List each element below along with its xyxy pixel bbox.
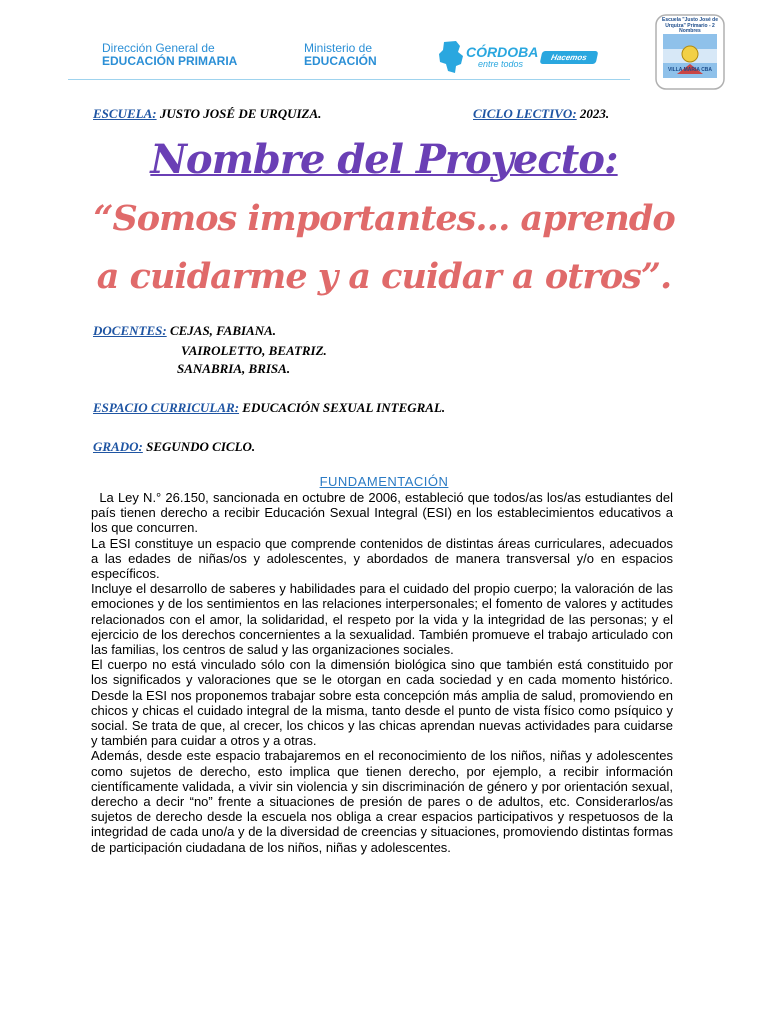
body-paragraph: La ESI constituye un espacio que comprende contenidos de distintas áreas curriculares, adecuados a las edades de niñas/os y adolescentes, y abordados de manera transversal y/o en espacios específicos. [91, 535, 673, 582]
grado-label: GRADO: [93, 439, 143, 454]
ciclo-row [473, 106, 609, 122]
logo-cordoba-word: CÓRDOBA [466, 44, 539, 60]
docentes-label: DOCENTES: [93, 323, 167, 338]
logo-hacemos-badge: Hacemos [540, 51, 599, 64]
body-paragraph: Incluye el desarrollo de saberes y habilidades para el cuidado del propio cuerpo; la valoración de las emociones y de los sentimientos en las relaciones interpersonales; el fomento de valores y actitudes relacionados con el amor, la solidaridad, el respeto por la vida y la integridad de las personas; y el ejercicio de los derechos concernientes a la sexualidad. También promueve el trabajo articulado con las familias, los centros de salud y las organizaciones sociales. [91, 581, 673, 658]
docente-name: CEJAS, FABIANA. [169, 323, 277, 338]
escuela-row [93, 106, 321, 122]
logo-dgep-line2: EDUCACIÓN PRIMARIA [102, 53, 238, 68]
logo-cordoba-sub: entre todos [478, 59, 524, 69]
docente-name: VAIROLETTO, BEATRIZ. [181, 343, 327, 358]
shield-top-text: Escuela "Justo José de Urquiza" Primario - 2 Nombres [661, 17, 718, 34]
escuela-label: ESCUELA: [93, 106, 157, 121]
body-paragraph: El cuerpo no está vinculado sólo con la dimensión biológica sino que también está constituido por los significados y valoraciones que se le otorgan en cada sociedad y en cada momento histórico. Desde la ESI nos proponemos trabajar sobre esta concepción más amplia de salud, promoviendo en chicos y chicas el cuidado integral de la misma, tanto desde el punto de vista físico como psíquico y social. Se trata de que, al crecer, los chicos y las chicas aprendan nuevas actividades para cuidarse y también para cuidar a otros y a otras. [91, 657, 673, 749]
docente-row [177, 361, 290, 377]
docentes-row [93, 323, 276, 339]
letterhead [0, 0, 768, 90]
grado-row [93, 439, 255, 455]
logo-ministerio-line1: Ministerio de [304, 41, 373, 55]
body-paragraph: La Ley N.° 26.150, sancionada en octubre de 2006, estableció que todos/as los/as estudiantes del país tienen derecho a recibir Educación Sexual Integral (ESI) en los establecimientos educativos a los que concurren. [91, 490, 677, 536]
logo-ministerio [304, 42, 377, 67]
docente-name: SANABRIA, BRISA. [177, 361, 291, 376]
project-subtitle: “Somos importantes… aprendo a cuidarme y a cuidar a otros”. [93, 198, 675, 297]
docente-row [181, 343, 327, 359]
shield-bottom-text: VILLA MARIA CBA [667, 67, 713, 73]
espacio-curricular-row [93, 400, 445, 416]
project-title [0, 136, 768, 183]
espacio-value: EDUCACIÓN SEXUAL INTEGRAL. [242, 400, 446, 415]
logo-dgep-line1: Dirección General de [102, 41, 215, 55]
espacio-label: ESPACIO CURRICULAR: [93, 400, 240, 415]
logo-ministerio-line2: EDUCACIÓN [304, 53, 377, 68]
header-divider [68, 79, 630, 80]
logo-direccion-general [102, 42, 237, 67]
fundamentacion-body [91, 490, 677, 855]
ciclo-value: 2023. [579, 106, 610, 121]
project-title-text: Nombre del Proyecto: [150, 136, 618, 183]
fundamentacion-heading: FUNDAMENTACIÓN [319, 474, 449, 489]
ciclo-label: CICLO LECTIVO: [473, 106, 577, 121]
cordoba-map-icon [436, 40, 466, 74]
grado-value: SEGUNDO CICLO. [146, 439, 256, 454]
escuela-value: JUSTO JOSÉ DE URQUIZA. [159, 106, 322, 121]
body-paragraph: Además, desde este espacio trabajaremos en el reconocimiento de los niños, niñas y adolescentes como sujetos de derecho, esto implica que tienen derecho, por ejemplo, a recibir información científicamente validada, a vivir sin violencia y sin discriminación de género y por orientación sexual, derecho a decir “no” frente a situaciones de presión de pares o de adultos, etc. Considerarlos/as sujetos de derecho desde la escuela nos obliga a crear espacios participativos y respetuosos de la integridad de cada uno/a y de la diversidad de creencias y situaciones, promoviendo distintas formas de participación ciudadana de los niños, niñas y adolescentes. [91, 748, 673, 855]
